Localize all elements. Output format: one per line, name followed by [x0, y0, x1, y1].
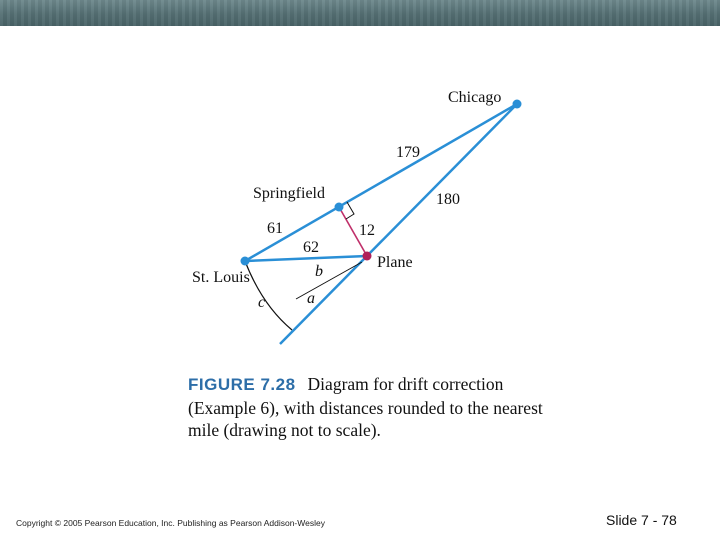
plane-label: Plane [377, 254, 413, 271]
st-louis-label: St. Louis [192, 269, 250, 286]
line-stlouis-chicago [245, 104, 517, 261]
angle-a-label: a [307, 290, 315, 307]
distance-12-label: 12 [359, 222, 375, 239]
distance-62-label: 62 [303, 239, 319, 256]
slide-number: Slide 7 - 78 [606, 512, 677, 528]
angle-c-label: c [258, 294, 266, 311]
distance-61-label: 61 [267, 220, 283, 237]
angle-c-arc [245, 261, 292, 330]
angle-b-label: b [315, 263, 323, 280]
springfield-label: Springfield [253, 185, 325, 202]
chicago-point [513, 100, 522, 109]
copyright-text: Copyright © 2005 Pearson Education, Inc. Publishing as Pearson Addison-Wesley [16, 518, 325, 528]
springfield-point [335, 203, 344, 212]
distance-180-label: 180 [436, 191, 460, 208]
plane-point [363, 252, 372, 261]
caption-text: Diagram for drift correction (Example 6), with distances rounded to the nearest mile (drawing not to scale). [188, 374, 543, 440]
chicago-label: Chicago [448, 89, 502, 106]
line-stlouis-plane [245, 256, 367, 261]
figure-caption [188, 373, 548, 442]
distance-179-label: 179 [396, 144, 420, 161]
figure-label: FIGURE 7.28 [188, 375, 296, 394]
st-louis-point [241, 257, 250, 266]
line-chicago-plane-extended [280, 104, 517, 344]
right-angle-marker [346, 202, 354, 219]
